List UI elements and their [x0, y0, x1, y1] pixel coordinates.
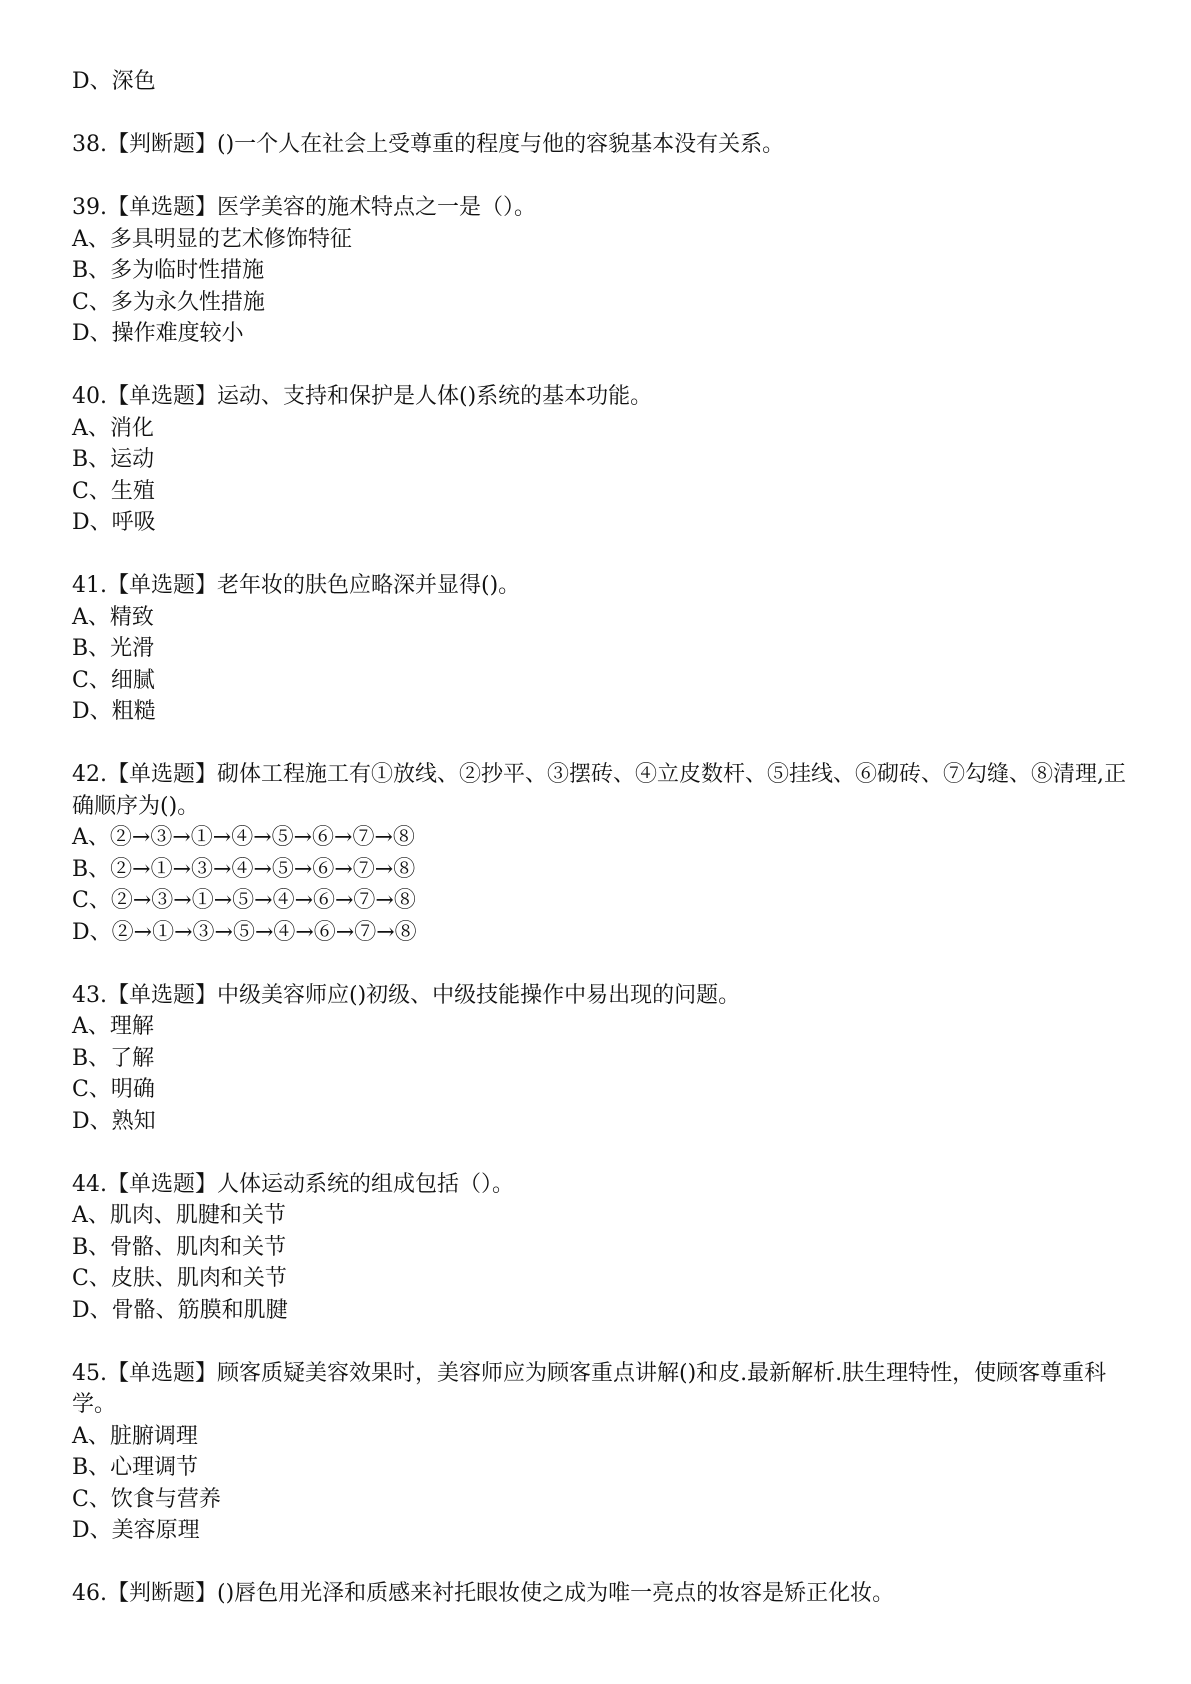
- question-block: [72, 570, 1132, 728]
- option-text: C、明确: [72, 1077, 155, 1102]
- spacer: [72, 98, 1132, 130]
- option-text: B、光滑: [72, 636, 155, 661]
- question-stem: 42.【单选题】砌体工程施工有①放线、②抄平、③摆砖、④立皮数杆、⑤挂线、⑥砌砖、⑦勾缝、⑧清理,正确顺序为()。: [72, 762, 1126, 819]
- question-block: [72, 192, 1132, 350]
- spacer: [72, 948, 1132, 980]
- question-block: [72, 1578, 1132, 1610]
- option-text: A、②→③→①→④→⑤→⑥→⑦→⑧: [72, 825, 415, 850]
- option-text: C、多为永久性措施: [72, 289, 265, 315]
- option-text: D、操作难度较小: [72, 321, 244, 346]
- option-text: A、肌肉、肌腱和关节: [72, 1203, 286, 1228]
- option-text: D、深色: [72, 69, 156, 94]
- option-text: A、理解: [72, 1014, 154, 1039]
- option-text: C、②→③→①→⑤→④→⑥→⑦→⑧: [72, 888, 416, 913]
- question-block: [72, 1358, 1132, 1547]
- option-text: C、饮食与营养: [72, 1486, 221, 1512]
- option-text: C、皮肤、肌肉和关节: [72, 1266, 287, 1291]
- option-text: D、粗糙: [72, 699, 156, 724]
- option-text: D、②→①→③→⑤→④→⑥→⑦→⑧: [72, 919, 417, 945]
- option-text: B、骨骼、肌肉和关节: [72, 1234, 287, 1260]
- question-block: [72, 1169, 1132, 1327]
- question-stem: 43.【单选题】中级美容师应()初级、中级技能操作中易出现的问题。: [72, 982, 741, 1008]
- option-text: B、了解: [72, 1045, 155, 1071]
- option-text: A、精致: [72, 604, 154, 630]
- option-text: C、细腻: [72, 667, 155, 693]
- question-stem: 41.【单选题】老年妆的肤色应略深并显得()。: [72, 573, 521, 598]
- option-text: D、骨骼、筋膜和肌腱: [72, 1297, 288, 1323]
- option-text: B、运动: [72, 447, 155, 472]
- exam-page: [72, 66, 1132, 1610]
- question-stem: 45.【单选题】顾客质疑美容效果时，美容师应为顾客重点讲解()和皮.最新解析.肤生理特性，使顾客尊重科学。: [72, 1360, 1107, 1417]
- spacer: [72, 539, 1132, 571]
- option-text: C、生殖: [72, 478, 155, 504]
- spacer: [72, 1326, 1132, 1358]
- question-block: [72, 129, 1132, 161]
- spacer: [72, 728, 1132, 760]
- option-text: A、多具明显的艺术修饰特征: [72, 226, 352, 252]
- question-stem: 44.【单选题】人体运动系统的组成包括（）。: [72, 1171, 514, 1197]
- question-stem: 46.【判断题】()唇色用光泽和质感来衬托眼妆使之成为唯一亮点的妆容是矫正化妆。: [72, 1581, 895, 1606]
- question-block: [72, 980, 1132, 1138]
- option-text: D、呼吸: [72, 510, 156, 535]
- question-stem: 38.【判断题】()一个人在社会上受尊重的程度与他的容貌基本没有关系。: [72, 132, 785, 157]
- option-text: D、美容原理: [72, 1518, 200, 1543]
- option-text: B、多为临时性措施: [72, 258, 265, 283]
- spacer: [72, 1547, 1132, 1579]
- option-text: A、脏腑调理: [72, 1423, 198, 1449]
- question-stem: 40.【单选题】运动、支持和保护是人体()系统的基本功能。: [72, 384, 653, 409]
- question-block: [72, 759, 1132, 948]
- option-text: B、②→①→③→④→⑤→⑥→⑦→⑧: [72, 856, 416, 882]
- question-stem: 39.【单选题】医学美容的施术特点之一是（）。: [72, 195, 536, 220]
- option-text: B、心理调节: [72, 1455, 199, 1480]
- spacer: [72, 1137, 1132, 1169]
- spacer: [72, 350, 1132, 382]
- spacer: [72, 161, 1132, 193]
- question-block: [72, 381, 1132, 539]
- option-text: A、消化: [72, 415, 154, 441]
- option-text: D、熟知: [72, 1108, 156, 1134]
